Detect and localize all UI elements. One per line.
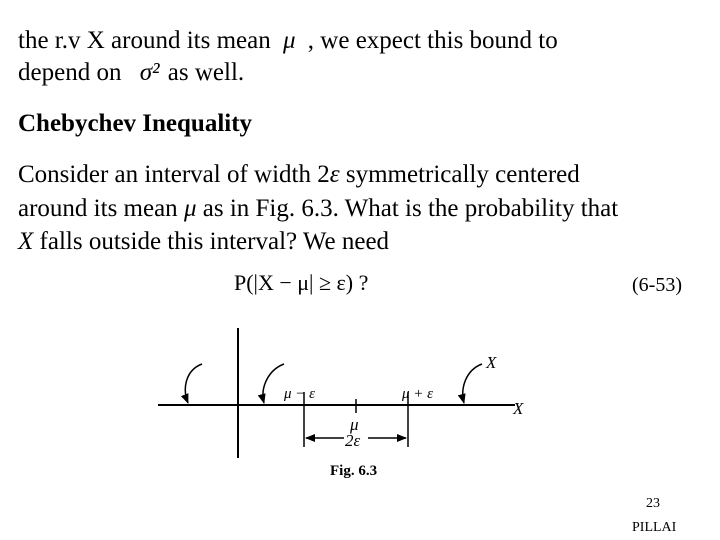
label-x-top: X — [486, 353, 497, 372]
equation: P(|X − μ| ≥ ε) ? — [234, 270, 369, 295]
curved-arrow-far-left — [185, 364, 202, 403]
author-name: PILLAI — [632, 520, 677, 535]
label-x-axis: X — [513, 399, 524, 418]
text-segment: as well. — [167, 59, 245, 86]
epsilon-symbol: ε — [329, 161, 340, 188]
curved-arrow-left — [263, 364, 284, 403]
text-segment: falls outside this interval? We need — [33, 228, 390, 255]
page-number: 23 — [646, 496, 660, 511]
text-segment: the r.v X around its mean — [18, 27, 271, 54]
label-mu-plus-eps: μ + ε — [402, 386, 434, 402]
text-segment: , we expect this bound to — [307, 27, 558, 54]
text-segment: as in Fig. 6.3. What is the probability that — [202, 195, 619, 222]
sigma-squared-symbol: σ² — [139, 59, 160, 86]
text-segment: depend on — [18, 59, 122, 86]
text-segment: around its mean — [18, 195, 178, 222]
label-two-eps: 2ε — [345, 431, 361, 450]
equation-number: (6-53) — [632, 274, 682, 296]
text-segment: Consider an interval of width 2 — [18, 161, 330, 188]
label-mu: μ — [350, 415, 359, 434]
section-heading: Chebychev Inequality — [18, 110, 253, 137]
curved-arrow-right — [463, 364, 482, 403]
x-variable: X — [18, 228, 34, 255]
mu-symbol: μ — [282, 27, 296, 54]
text-segment: symmetrically centered — [339, 161, 580, 188]
label-mu-minus-eps: μ − ε — [284, 386, 316, 402]
figure-caption: Fig. 6.3 — [330, 463, 378, 479]
mu-symbol: μ — [183, 195, 197, 222]
